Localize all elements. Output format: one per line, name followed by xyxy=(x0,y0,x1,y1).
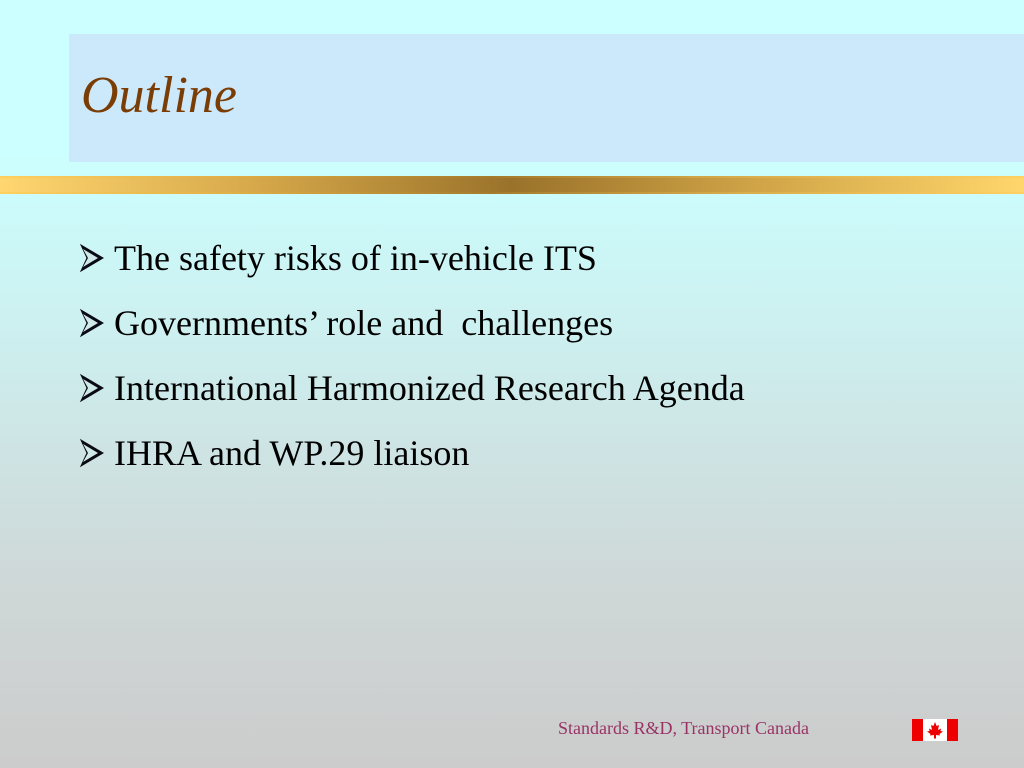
slide-title: Outline xyxy=(81,67,237,124)
arrow-right-icon xyxy=(78,373,106,403)
bullet-text: The safety risks of in-vehicle ITS xyxy=(114,238,597,278)
bullet-text: IHRA and WP.29 liaison xyxy=(114,433,470,473)
bullet-text: Governments’ role and challenges xyxy=(114,303,614,343)
bullet-item xyxy=(78,297,745,349)
arrow-right-icon xyxy=(78,243,106,273)
arrow-right-icon xyxy=(78,438,106,468)
footer-credit: Standards R&D, Transport Canada xyxy=(558,718,809,738)
bullet-item xyxy=(78,232,745,284)
canada-flag-icon xyxy=(912,719,958,741)
bullet-item xyxy=(78,362,745,414)
gold-divider-rule xyxy=(0,176,1024,194)
arrow-right-icon xyxy=(78,308,106,338)
bullet-text: International Harmonized Research Agenda xyxy=(114,368,745,408)
bullet-list xyxy=(78,232,745,492)
title-box xyxy=(69,34,1024,162)
bullet-item xyxy=(78,427,745,479)
